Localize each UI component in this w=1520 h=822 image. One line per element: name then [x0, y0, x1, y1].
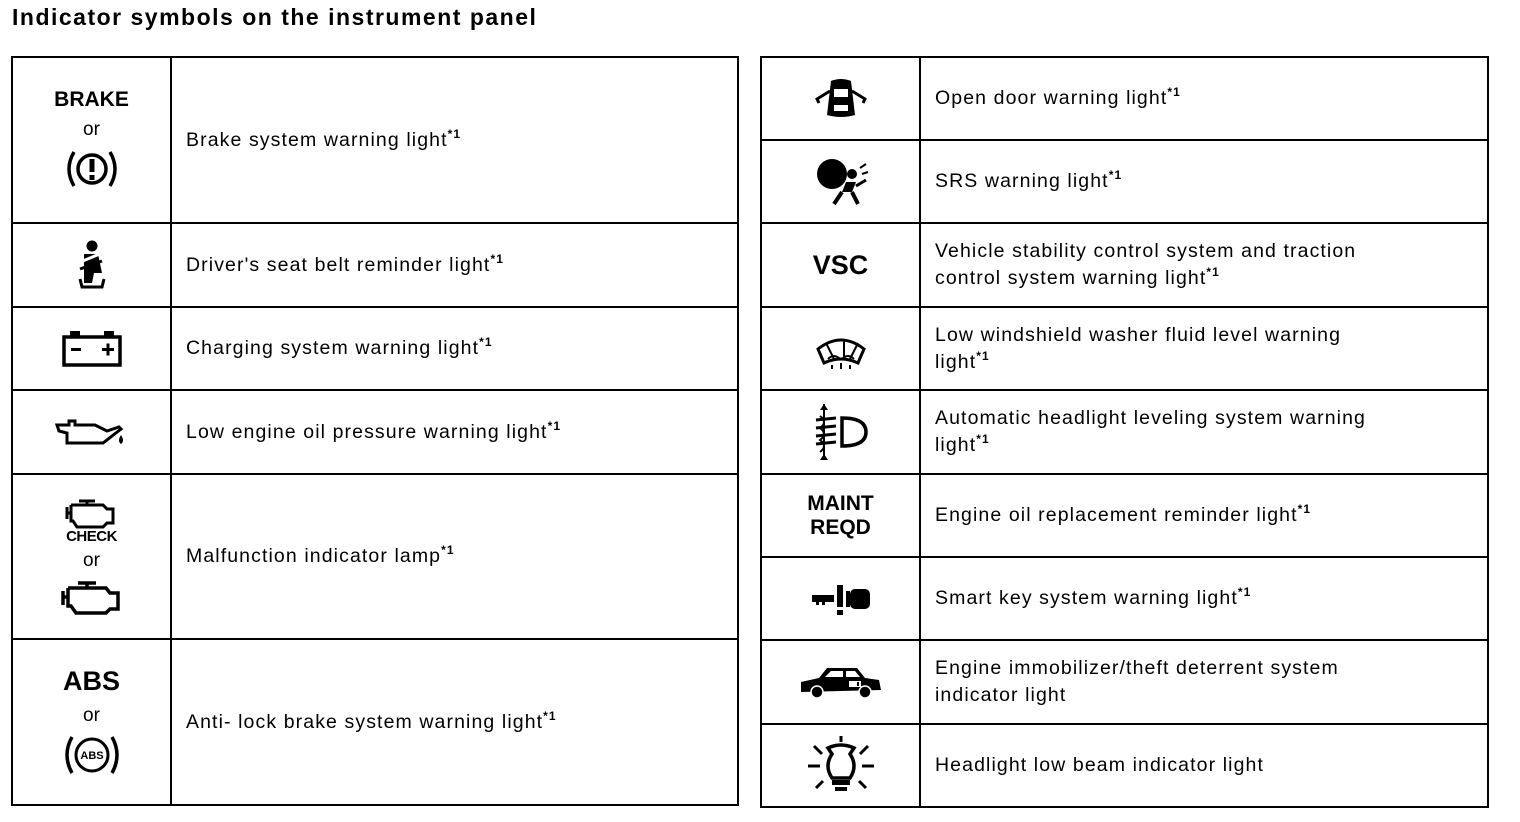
- low-beam-icon: [806, 734, 876, 798]
- malfunction-label: Malfunction indicator lamp: [186, 545, 442, 567]
- smart-key-icon: [810, 583, 872, 615]
- open-door-label: Open door warning light: [935, 87, 1168, 109]
- indicator-table-left: [11, 56, 739, 806]
- oil-can-icon: [55, 417, 129, 447]
- footnote-mark: *1: [447, 126, 462, 141]
- table-row: [12, 474, 738, 639]
- footnote-mark: *1: [479, 335, 493, 349]
- table-row: [761, 724, 1488, 807]
- description-cell: [920, 724, 1488, 807]
- symbol-cell: [761, 307, 920, 390]
- footnote-mark: *1: [976, 432, 990, 446]
- footnote-mark: *1: [1297, 502, 1312, 516]
- headlight-leveling-icon: [810, 402, 872, 462]
- table-row: [761, 640, 1488, 724]
- table-row: [12, 639, 738, 805]
- washer-label-line2: light: [935, 350, 977, 373]
- indicator-table-right: [760, 56, 1489, 808]
- footnote-mark: *1: [1167, 85, 1181, 99]
- smart-key-label: Smart key system warning light: [935, 587, 1238, 609]
- description-cell: [920, 140, 1488, 223]
- brake-circle-icon: [62, 146, 122, 192]
- oil-replacement-label: Engine oil replacement reminder light: [935, 504, 1298, 526]
- symbol-cell: [761, 557, 920, 640]
- symbol-cell: [761, 140, 920, 223]
- symbol-cell: [761, 640, 920, 724]
- description-cell: [171, 307, 738, 390]
- engine-icon: [65, 499, 119, 529]
- description-cell: [171, 639, 738, 805]
- description-cell: [920, 57, 1488, 140]
- symbol-cell: [12, 223, 171, 307]
- symbol-cell: [761, 57, 920, 140]
- footnote-mark: *1: [490, 251, 505, 266]
- table-row: [761, 557, 1488, 640]
- check-text: CHECK: [66, 527, 117, 545]
- abs-circle-icon: [61, 732, 123, 778]
- battery-icon: [60, 329, 124, 369]
- description-cell: [171, 390, 738, 474]
- footnote-mark: *1: [1237, 585, 1252, 599]
- or-label: or: [83, 119, 100, 140]
- symbol-cell: [12, 390, 171, 474]
- table-row: [12, 223, 738, 307]
- car-immobilizer-icon: [799, 664, 883, 700]
- table-row: [761, 390, 1488, 474]
- footnote-mark: *1: [441, 543, 455, 557]
- symbol-cell: [12, 639, 171, 805]
- description-cell: [920, 390, 1488, 474]
- airbag-icon: [812, 156, 870, 208]
- symbol-cell: [12, 57, 171, 223]
- open-door-icon: [811, 77, 871, 121]
- table-row: [12, 390, 738, 474]
- footnote-mark: *1: [1108, 168, 1123, 182]
- symbol-cell: [12, 307, 171, 390]
- vsc-label-line1: Vehicle stability control system and traction: [935, 240, 1357, 262]
- seat-belt-label: Driver's seat belt reminder light: [186, 253, 491, 276]
- or-label: or: [83, 549, 100, 571]
- description-cell: [920, 557, 1488, 640]
- description-cell: [920, 223, 1488, 307]
- table-row: [761, 223, 1488, 307]
- symbol-cell: [761, 223, 920, 307]
- description-cell: [920, 307, 1488, 390]
- table-row: [761, 57, 1488, 140]
- charging-label: Charging system warning light: [186, 337, 480, 359]
- abs-label: Anti- lock brake system warning light: [186, 710, 544, 733]
- seat-belt-icon: [72, 239, 112, 291]
- description-cell: [171, 57, 738, 223]
- table-row: [12, 307, 738, 390]
- engine-icon: [60, 581, 124, 615]
- footnote-mark: *1: [1206, 265, 1220, 279]
- table-row: [761, 140, 1488, 223]
- low-beam-label: Headlight low beam indicator light: [935, 754, 1264, 776]
- maint-text: MAINT: [807, 491, 874, 515]
- vsc-label-line2: control system warning light: [935, 267, 1207, 289]
- abs-inner-text: ABS: [79, 750, 104, 762]
- washer-label-line1: Low windshield washer fluid level warning: [935, 323, 1342, 346]
- description-cell: [920, 474, 1488, 557]
- immobilizer-label-line2: indicator light: [935, 684, 1067, 706]
- reqd-text: REQD: [810, 515, 871, 539]
- symbol-cell: [12, 474, 171, 639]
- footnote-mark: *1: [543, 708, 557, 723]
- symbol-cell: [761, 474, 920, 557]
- brake-text-symbol: BRAKE: [54, 88, 129, 111]
- table-row: [761, 474, 1488, 557]
- description-cell: [920, 640, 1488, 724]
- description-cell: [171, 223, 738, 307]
- table-row: [761, 307, 1488, 390]
- abs-text-symbol: ABS: [62, 666, 120, 696]
- table-row: [12, 57, 738, 223]
- symbol-cell: [761, 724, 920, 807]
- oil-pressure-label: Low engine oil pressure warning light: [186, 420, 548, 443]
- headlight-leveling-label-line2: light: [935, 434, 977, 456]
- headlight-leveling-label-line1: Automatic headlight leveling system warning: [935, 407, 1366, 429]
- washer-icon: [814, 329, 868, 369]
- or-label: or: [83, 705, 100, 726]
- page-title: Indicator symbols on the instrument panel: [12, 4, 538, 30]
- symbol-cell: [761, 390, 920, 474]
- vsc-text-symbol: VSC: [812, 250, 869, 280]
- brake-label: Brake system warning light: [186, 128, 448, 151]
- footnote-mark: *1: [547, 418, 562, 433]
- description-cell: [171, 474, 738, 639]
- immobilizer-label-line1: Engine immobilizer/theft deterrent system: [935, 657, 1339, 679]
- footnote-mark: *1: [976, 348, 990, 363]
- srs-label: SRS warning light: [935, 170, 1109, 192]
